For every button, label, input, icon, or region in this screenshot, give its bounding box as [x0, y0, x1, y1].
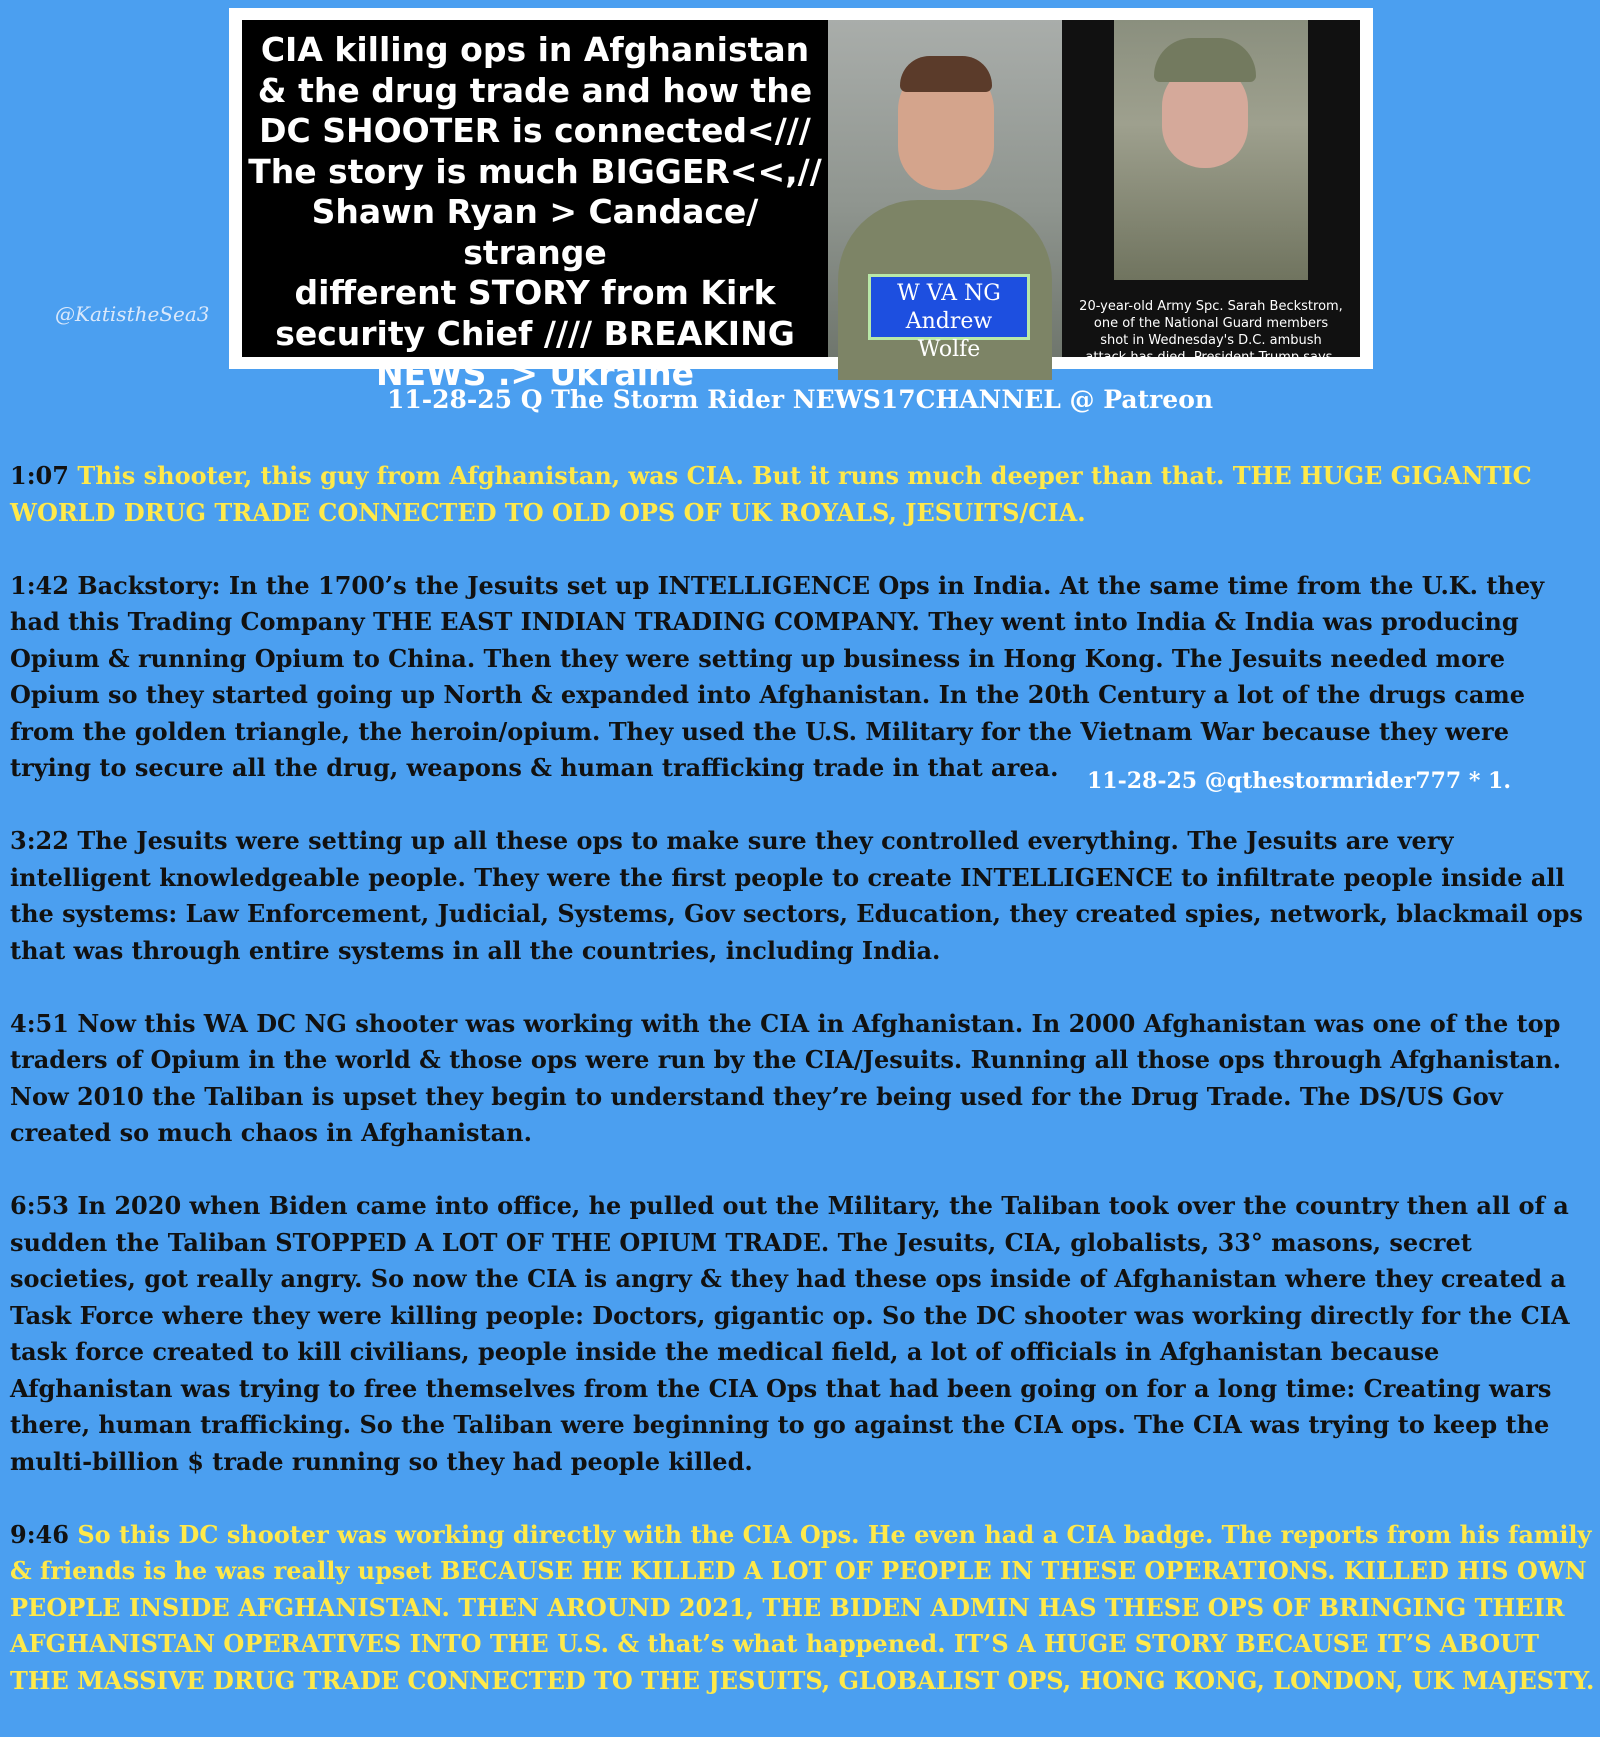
- paragraph-text: The Jesuits were setting up all these ops to make sure they controlled everything. The Jesuits are very intelligent knowledgeable people. They were the first people to create INTELLIGENCE to infiltrate people inside all the systems: Law Enforcement, Judicial, Systems, Gov sectors, Education, they created spies, network, blackmail ops that was through entire systems in all the countries, including India.: [10, 826, 1583, 965]
- timestamp: 4:51: [10, 1008, 69, 1038]
- paragraph-text: Now this WA DC NG shooter was working with the CIA in Afghanistan. In 2000 Afghanistan was one of the top traders of Opium in the world & those ops were run by the CIA/Jesuits. Running all those ops through Afghanistan. Now 2010 the Taliban is upset they begin to understand they’re being used for the Drug Trade. The DS/US Gov created so much chaos in Afghanistan.: [10, 1008, 1562, 1147]
- name-tag-line-1: W VA NG Andrew Wolfe: [897, 281, 1001, 362]
- page-title: 11-28-25 Q The Storm Rider NEWS17CHANNEL @ Patreon: [386, 385, 1214, 414]
- timestamp: 3:22: [10, 826, 69, 855]
- paragraph-text: Backstory: In the 1700’s the Jesuits set up INTELLIGENCE Ops in India. At the same time from the U.K. they had this Trading Company THE EAST INDIAN TRADING COMPANY. They went into India & India was producing Opium & running Opium to China. Then they were setting up business in Hong Kong. The Jesuits needed more Opium so they started going up North & expanded into Afghanistan. In the 20th Century a lot of the drugs came from the golden triangle, the heroin/opium. They used the U.S. Military for the Vietnam War because they were trying to secure all the drug, weapons & human trafficking trade in that area.: [10, 570, 1545, 782]
- timestamp: 1:07: [10, 461, 69, 490]
- timestamp: 1:42: [10, 570, 69, 600]
- name-tag: [868, 274, 1030, 362]
- paragraph-1: [10, 458, 1595, 531]
- paragraph-5: [10, 1188, 1595, 1480]
- timestamp: 9:46: [10, 1519, 69, 1549]
- woman-cap-shape: [1154, 38, 1256, 82]
- photo-caption: 20-year-old Army Spc. Sarah Beckstrom, one of the National Guard members shot in Wednesday's D.C. ambush attack has died, President Trump says.: [1079, 299, 1343, 365]
- watermark: @KatistheSea3: [55, 302, 210, 326]
- banner-headline: CIA killing ops in Afghanistan & the drug trade and how the DC SHOOTER is connected</// The story is much BIGGER<<,// Shawn Ryan > Candace/ strange different STORY from Kirk security Chief //// BREAKING NEWS .> Ukraine: [242, 20, 828, 357]
- paragraph-text: So this DC shooter was working directly with the CIA Ops. He even had a CIA badge. The reports from his family & friends is he was really upset BECAUSE HE KILLED A LOT OF PEOPLE IN THESE OPERATIONS. KILLED HIS OWN PEOPLE INSIDE AFGHANISTAN. THEN AROUND 2021, THE BIDEN ADMIN HAS THESE OPS OF BRINGING THEIR AFGHANISTAN OPERATIVES INTO THE U.S. & that’s what happened. IT’S A HUGE STORY BECAUSE IT’S ABOUT THE MASSIVE DRUG TRADE CONNECTED TO THE JESUITS, GLOBALIST OPS, HONG KONG, LONDON, UK MAJESTY.: [10, 1519, 1595, 1695]
- paragraph-3: [10, 823, 1595, 969]
- woman-soldier-photo: [1062, 20, 1360, 365]
- paragraph-text: In 2020 when Biden came into office, he pulled out the Military, the Taliban took over the country then all of a sudden the Taliban STOPPED A LOT OF THE OPIUM TRADE. The Jesuits, CIA, globalists, 33° masons, secret societies, got really angry. So now the CIA is angry & they had these ops inside of Afghanistan where they created a Task Force where they were killing people: Doctors, gigantic op. So the DC shooter was working directly for the CIA task force created to kill civilians, people inside the medical field, a lot of officials in Afghanistan because Afghanistan was trying to free themselves from the CIA Ops that had been going on for a long time: Creating wars there, human trafficking. So the Taliban were beginning to go against the CIA ops. The CIA was trying to keep the multi-billion $ trade running so they had people killed.: [10, 1191, 1570, 1476]
- soldier-hair-shape: [900, 56, 992, 92]
- paragraph-6: [10, 1517, 1595, 1700]
- paragraph-text: This shooter, this guy from Afghanistan, was CIA. But it runs much deeper than that. THE HUGE GIGANTIC WORLD DRUG TRADE CONNECTED TO OLD OPS OF UK ROYALS, JESUITS/CIA.: [10, 461, 1532, 527]
- banner-image: [229, 8, 1373, 393]
- paragraph-4: [10, 1006, 1595, 1152]
- timestamp: 6:53: [10, 1191, 69, 1220]
- transcript-body: [10, 458, 1595, 1736]
- credit-line: 11-28-25 @qthestormrider777 * 1.: [1087, 768, 1512, 794]
- paragraph-2: [10, 568, 1550, 787]
- soldier-photo: [828, 20, 1062, 362]
